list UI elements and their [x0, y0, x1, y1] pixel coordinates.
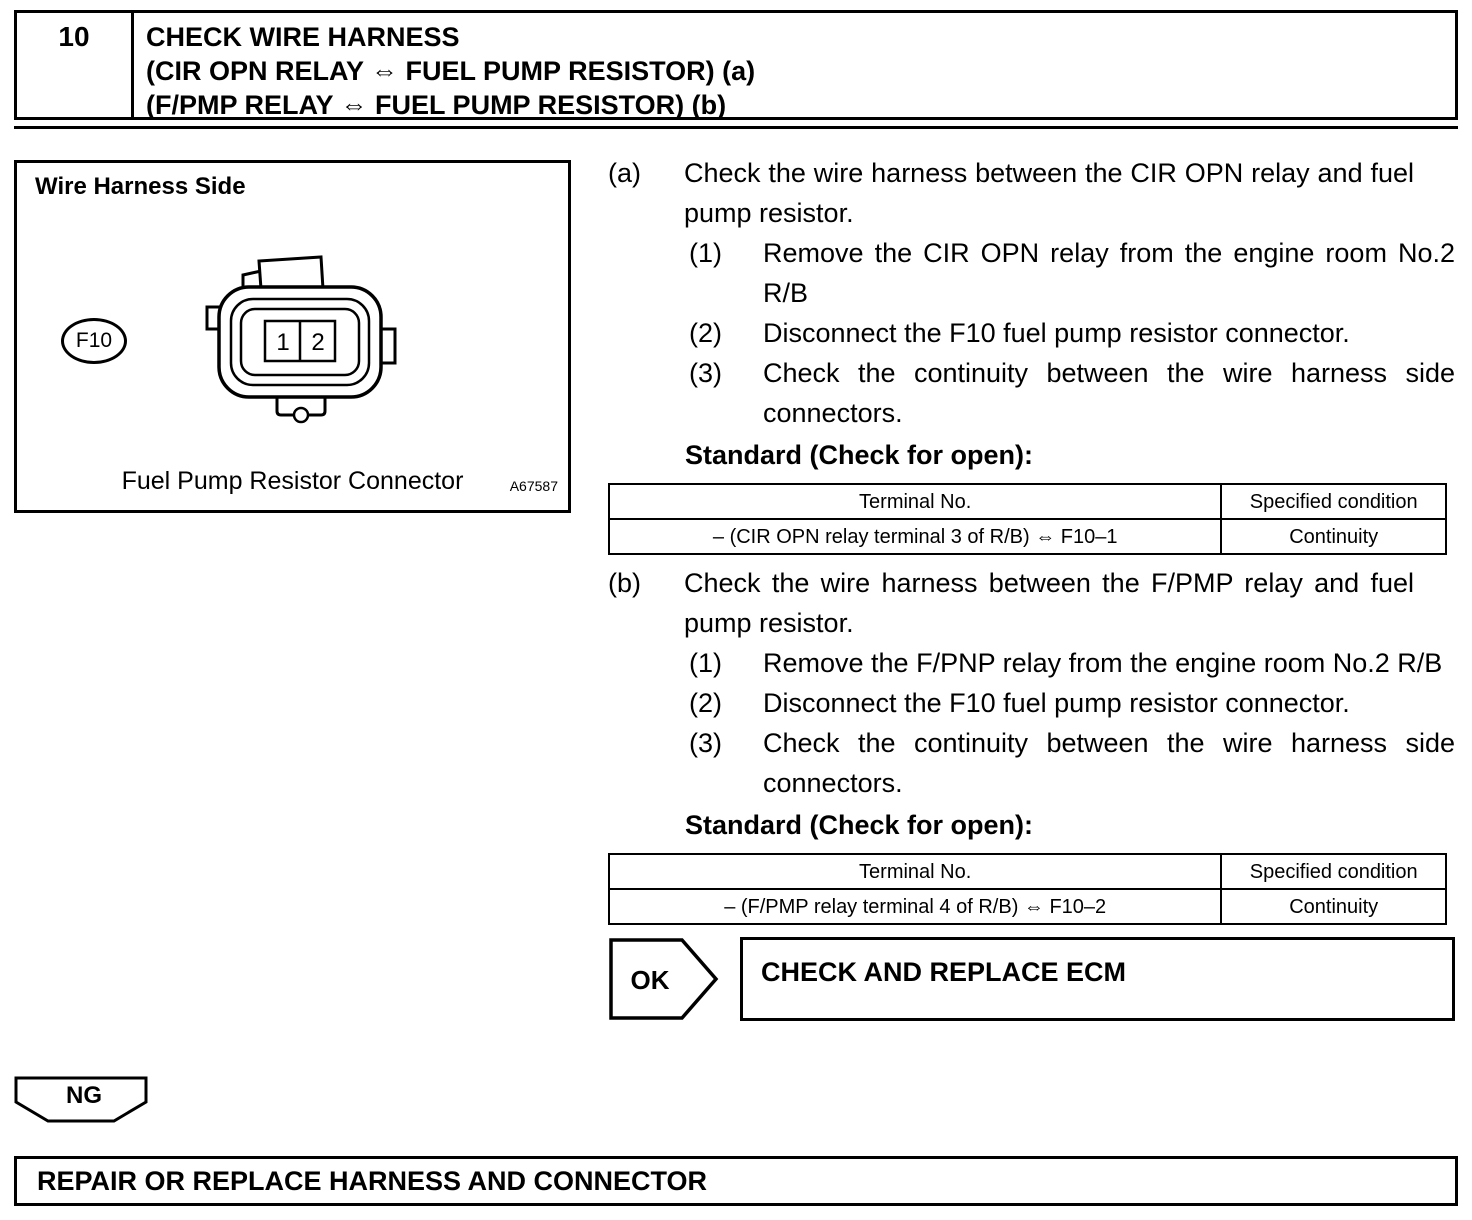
procedure-column [608, 153, 1455, 1021]
list-item [689, 233, 1455, 313]
list-item [689, 683, 1455, 723]
figure-label: Wire Harness Side [35, 173, 246, 200]
section-a-intro [608, 153, 1414, 233]
connector-id-badge: F10 [61, 318, 127, 364]
section-a-label: (a) [608, 158, 641, 188]
table-row [609, 519, 1446, 554]
step-number: (3) [689, 358, 722, 388]
step-text: Check the continuity between the wire harness side connectors. [763, 728, 1455, 798]
standard-heading-a: Standard (Check for open): [685, 440, 1034, 470]
step-title-line-2: (CIR OPN RELAY ⇔ FUEL PUMP RESISTOR) (a) [146, 56, 756, 86]
step-number: (1) [689, 648, 722, 678]
terminal-1-label: 1 [276, 329, 290, 356]
table-header-condition: Specified condition [1221, 484, 1446, 519]
list-item [689, 313, 1455, 353]
section-b-text: Check the wire harness between the F/PMP relay and fuel pump resistor. [684, 568, 1414, 638]
standard-table-a [608, 483, 1447, 555]
terminal-2-label: 2 [311, 329, 325, 356]
figure-caption: Fuel Pump Resistor Connector [121, 467, 464, 495]
step-number: (1) [689, 238, 722, 268]
step-text: Disconnect the F10 fuel pump resistor connector. [763, 688, 1350, 718]
table-header-condition: Specified condition [1221, 854, 1446, 889]
section-a-steps [689, 233, 1455, 433]
step-number-cell: 10 [17, 13, 134, 117]
ok-label: OK [630, 965, 670, 995]
header-underline [14, 126, 1458, 129]
list-item [689, 643, 1455, 683]
step-title [134, 13, 1455, 120]
connector-drawing [197, 245, 407, 440]
step-text: Remove the CIR OPN relay from the engine room No.2 R/B [763, 238, 1455, 308]
ok-action-box: CHECK AND REPLACE ECM [740, 937, 1455, 1021]
step-number: (3) [689, 728, 722, 758]
connector-bottom-notch [294, 408, 308, 422]
step-text: Disconnect the F10 fuel pump resistor connector. [763, 318, 1350, 348]
step-number: (2) [689, 688, 722, 718]
ng-action-box: REPAIR OR REPLACE HARNESS AND CONNECTOR [14, 1156, 1458, 1206]
step-text: Check the continuity between the wire harness side connectors. [763, 358, 1455, 428]
connector-top-latch [259, 257, 323, 289]
table-header-terminal: Terminal No. [609, 484, 1221, 519]
table-header-terminal: Terminal No. [609, 854, 1221, 889]
condition-cell: Continuity [1221, 889, 1446, 924]
step-number: (2) [689, 318, 722, 348]
section-b-intro [608, 563, 1414, 643]
list-item [689, 723, 1455, 803]
standard-heading-b: Standard (Check for open): [685, 810, 1034, 840]
ng-label: NG [66, 1082, 102, 1109]
section-b-label: (b) [608, 568, 641, 598]
terminal-cell: – (F/PMP relay terminal 4 of R/B) ⇔ F10–2 [609, 889, 1221, 924]
ok-result-row [608, 937, 1455, 1021]
connector-figure [14, 160, 571, 513]
step-text: Remove the F/PNP relay from the engine room No.2 R/B [763, 648, 1443, 678]
step-header [14, 10, 1458, 120]
section-b-steps [689, 643, 1455, 803]
ok-arrow-icon [608, 937, 720, 1021]
step-title-line-1: CHECK WIRE HARNESS [146, 22, 460, 52]
step-title-line-3: (F/PMP RELAY ⇔ FUEL PUMP RESISTOR) (b) [146, 90, 727, 120]
condition-cell: Continuity [1221, 519, 1446, 554]
table-header-row [609, 484, 1446, 519]
figure-ref-code: A67587 [509, 478, 558, 494]
ng-tag [14, 1076, 148, 1124]
table-header-row [609, 854, 1446, 889]
table-row [609, 889, 1446, 924]
section-a-text: Check the wire harness between the CIR OPN relay and fuel pump resistor. [684, 158, 1414, 228]
list-item [689, 353, 1455, 433]
standard-table-b [608, 853, 1447, 925]
terminal-cell: – (CIR OPN relay terminal 3 of R/B) ⇔ F10–1 [609, 519, 1221, 554]
